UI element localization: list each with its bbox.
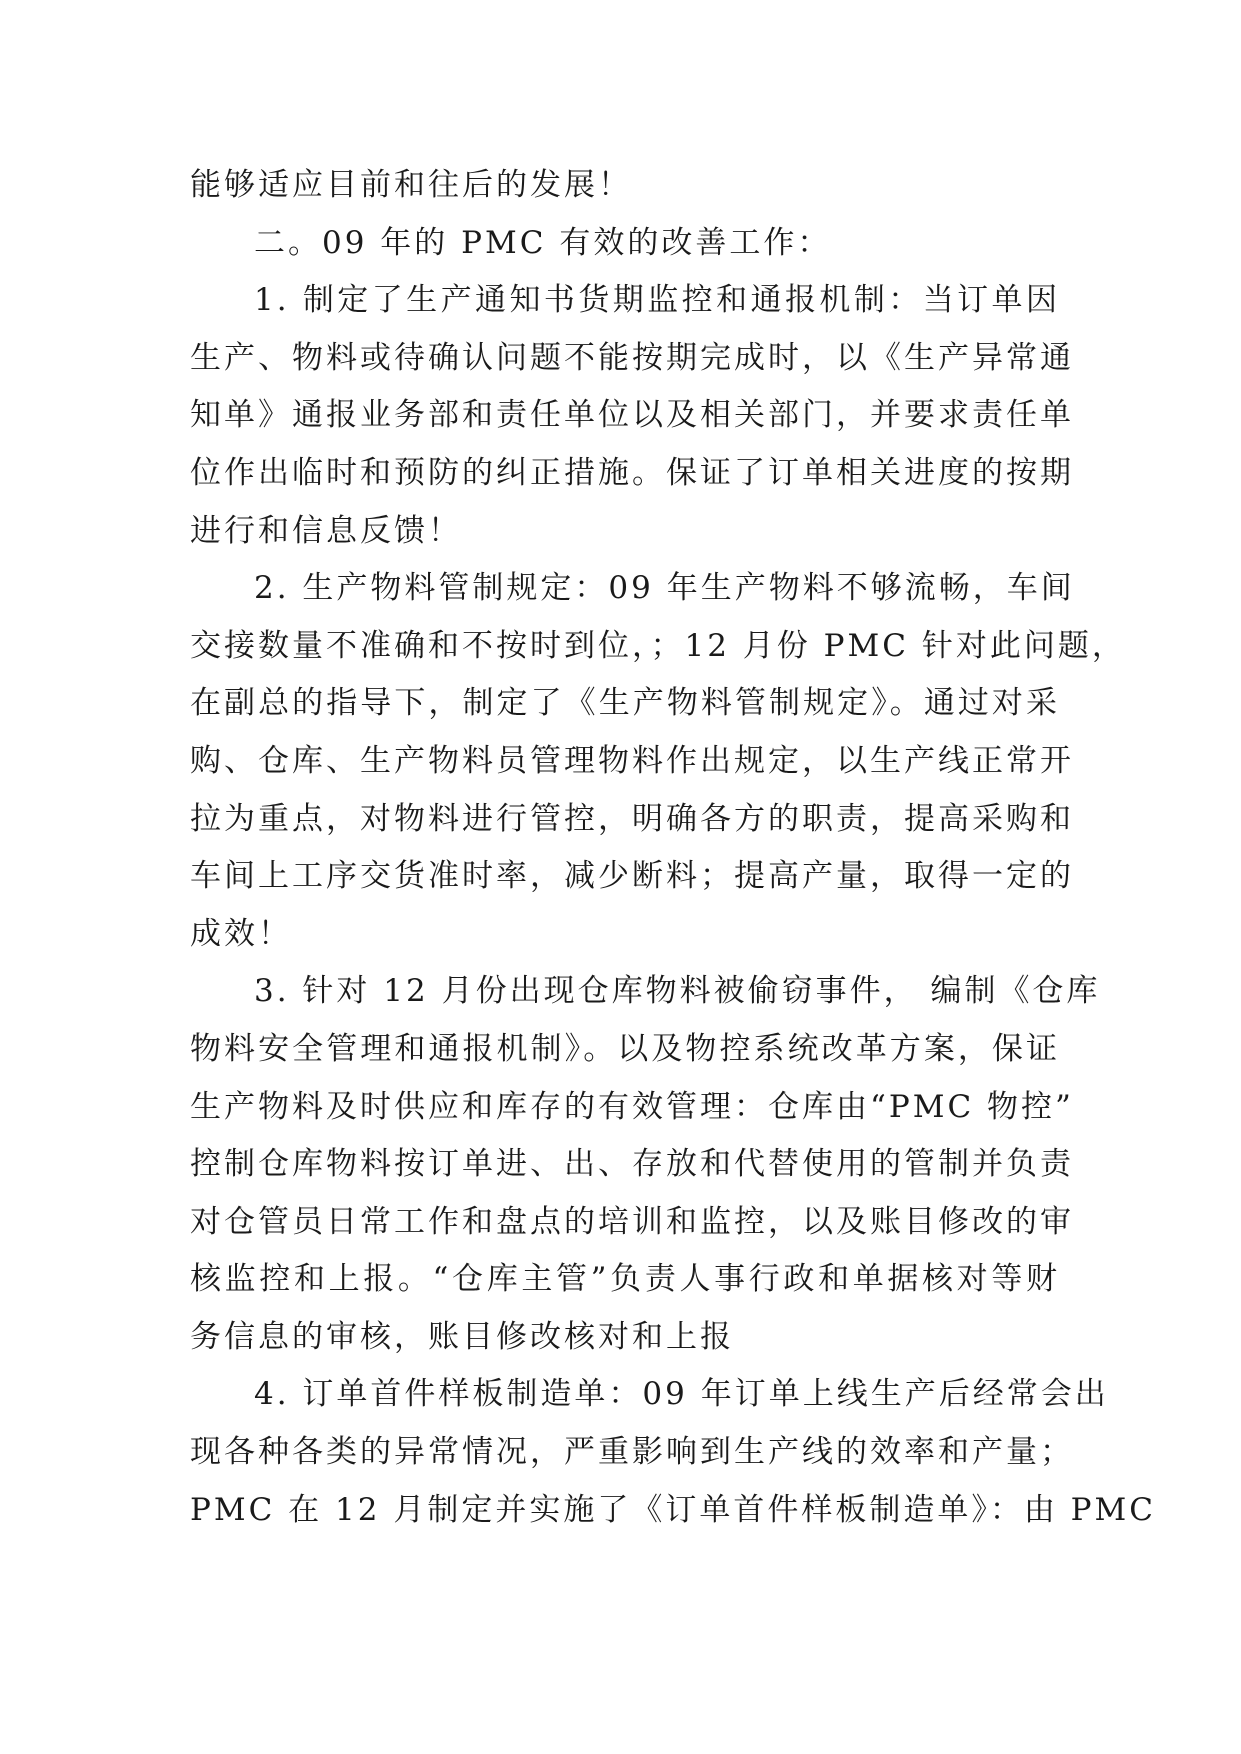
text-line: 进行和信息反馈！ — [190, 512, 462, 549]
text-line: 物料安全管理和通报机制》。以及物控系统改革方案，保证 — [190, 1030, 1060, 1067]
text-line: 在副总的指导下，制定了《生产物料管制规定》。通过对采 — [190, 685, 1060, 722]
text-line: 生产物料及时供应和库存的有效管理：仓库由“PMC 物控” — [190, 1088, 1074, 1125]
text-line: 购、仓库、生产物料员管理物料作出规定，以生产线正常开 — [190, 742, 1074, 779]
document-body — [190, 157, 1156, 1539]
text-line: 交接数量不准确和不按时到位，；12 月份 PMC 针对此问题， — [190, 627, 1126, 664]
text-line: 务信息的审核，账目修改核对和上报 — [190, 1318, 734, 1355]
text-line: 核监控和上报。“仓库主管”负责人事行政和单据核对等财 — [190, 1261, 1060, 1298]
text-line: 能够适应目前和往后的发展！ — [190, 167, 632, 203]
text-line: 现各种各类的异常情况，严重影响到生产线的效率和产量； — [190, 1434, 1074, 1471]
text-line: 拉为重点，对物料进行管控，明确各方的职责，提高采购和 — [190, 800, 1074, 837]
text-line: 成效！ — [190, 915, 292, 952]
text-line: 控制仓库物料按订单进、出、存放和代替使用的管制并负责 — [190, 1146, 1074, 1183]
section-heading: 二。09 年的 PMC 有效的改善工作： — [254, 224, 832, 261]
text-line: 4. 订单首件样板制造单：09 年订单上线生产后经常会出 — [254, 1376, 1109, 1413]
text-line: 生产、物料或待确认问题不能按期完成时，以《生产异常通 — [190, 339, 1074, 376]
text-line: 位作出临时和预防的纠正措施。保证了订单相关进度的按期 — [190, 454, 1074, 491]
text-line: 3. 针对 12 月份出现仓库物料被偷窃事件， 编制《仓库 — [254, 973, 1101, 1010]
text-line: PMC 在 12 月制定并实施了《订单首件样板制造单》：由 PMC — [190, 1491, 1156, 1528]
text-line: 1. 制定了生产通知书货期监控和通报机制：当订单因 — [254, 282, 1060, 319]
text-line: 2. 生产物料管制规定：09 年生产物料不够流畅，车间 — [254, 570, 1075, 607]
text-line: 知单》通报业务部和责任单位以及相关部门，并要求责任单 — [190, 397, 1074, 434]
text-line: 对仓管员日常工作和盘点的培训和监控，以及账目修改的审 — [190, 1203, 1074, 1240]
text-line: 车间上工序交货准时率，减少断料；提高产量，取得一定的 — [190, 858, 1074, 895]
